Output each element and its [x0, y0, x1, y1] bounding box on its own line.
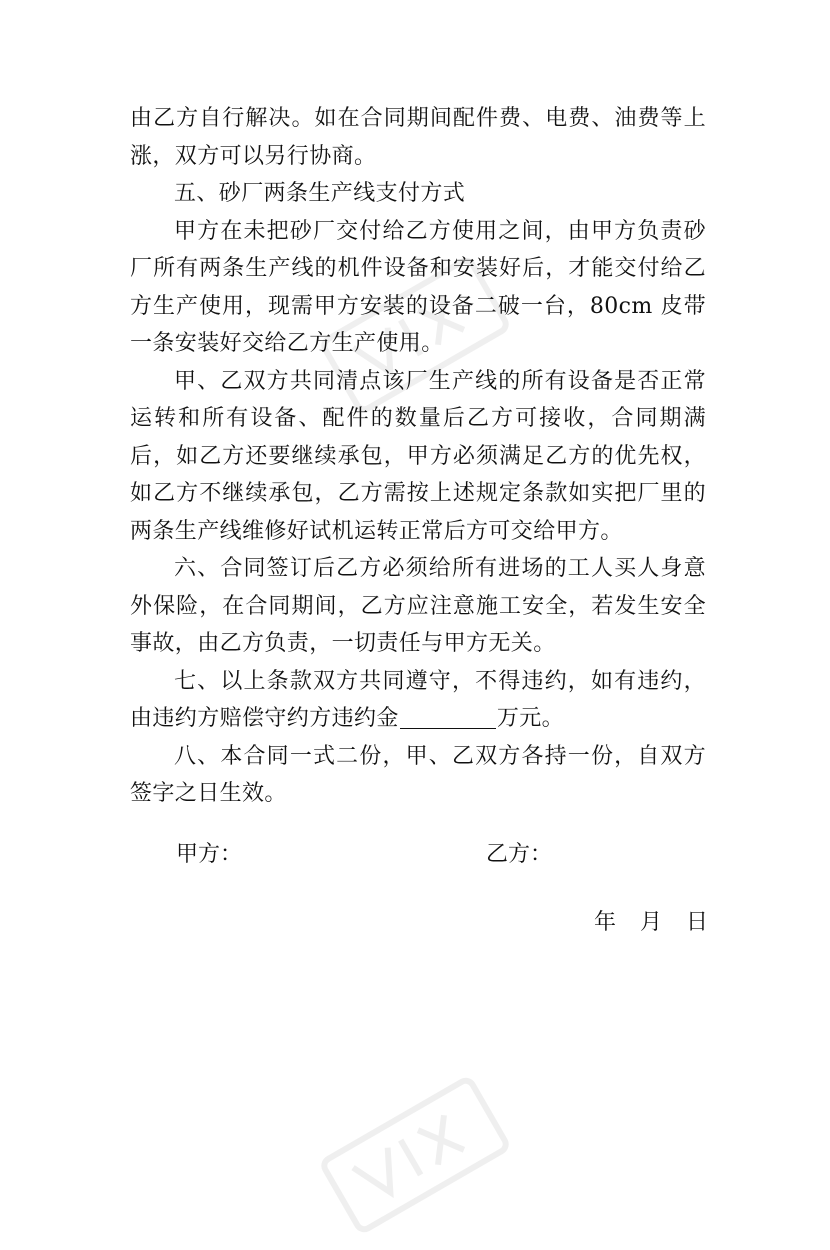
section-five-heading: 五、砂厂两条生产线支付方式: [174, 181, 466, 206]
section-six-insurance: 六、合同签订后乙方必须给所有进场的工人买人身意外保险，在合同期间，乙方应注意施工安全，若发生安全事故，由乙方负责，一切责任与甲方无关。: [130, 556, 706, 656]
date-year: 年: [594, 910, 617, 935]
paragraph-equipment-check: 甲、乙双方共同清点该厂生产线的所有设备是否正常运转和所有设备、配件的数量后乙方可接收，合同期满后，如乙方还要继续承包，甲方必须满足乙方的优先权，如乙方不继续承包，乙方需按上述规定条款如实把厂里的两条生产线维修好试机运转正常后方可交给甲方。: [130, 368, 706, 544]
party-b-signature-label: 乙方：: [486, 842, 553, 867]
section-seven-penalty: [130, 663, 706, 738]
clause-seven-text: 七、以上条款双方共同遵守，不得违约，如有违约，由违约方赔偿守约方违约金: [130, 668, 706, 731]
paragraph-continuation: 由乙方自行解决。如在合同期间配件费、电费、油费等上涨，双方可以另行协商。: [130, 106, 706, 169]
section-eight-copies: 八、本合同一式二份，甲、乙双方各持一份，自双方签字之日生效。: [130, 743, 706, 806]
date-month: 月: [640, 910, 663, 935]
party-a-signature-label: 甲方：: [176, 842, 243, 867]
contract-body: [130, 100, 706, 813]
signature-date: [594, 908, 708, 938]
clause-seven-unit: 万元。: [496, 706, 565, 731]
paragraph-installation: 甲方在未把砂厂交付给乙方使用之间，由甲方负责砂厂所有两条生产线的机件设备和安装好后，才能交付给乙方生产使用，现需甲方安装的设备二破一台，80cm 皮带一条安装好交给乙方生产使用。: [130, 218, 706, 356]
watermark-logo-icon: [300, 1060, 530, 1250]
penalty-amount-blank: [400, 706, 496, 729]
date-day: 日: [686, 910, 709, 935]
